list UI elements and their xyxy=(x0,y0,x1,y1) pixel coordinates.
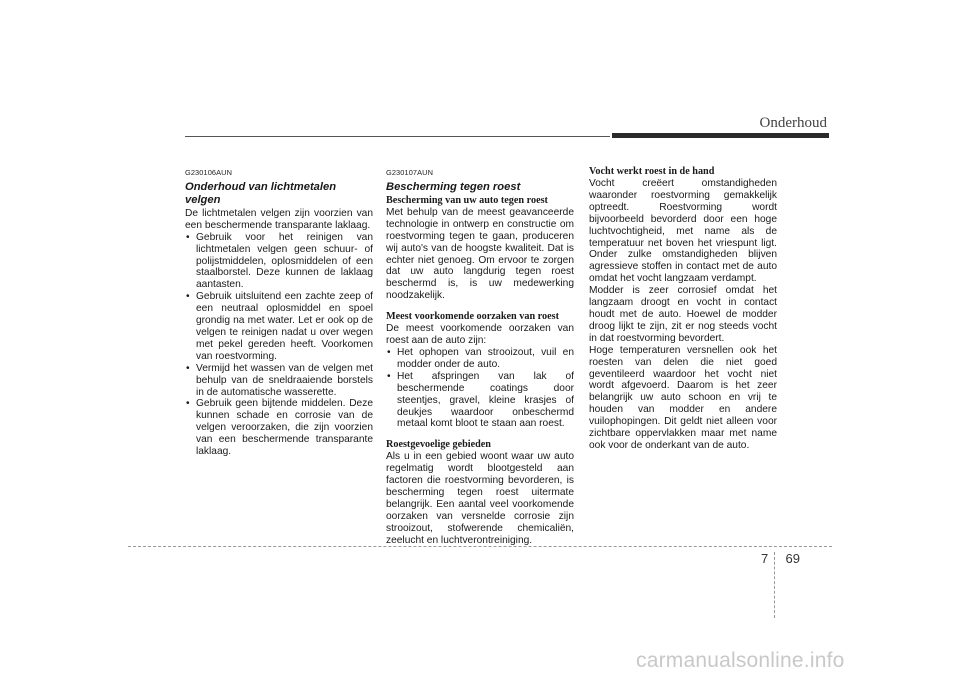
list-item: • Gebruik geen bijtende middelen. Deze kunnen schade en corrosie van de velgen veroorzaken, die zijn voorzien van een beschermende transparante laklaag. xyxy=(185,398,373,458)
page-divider xyxy=(774,552,775,618)
subheading: Vocht werkt roest in de hand xyxy=(589,166,715,177)
subheading: Bescherming van uw auto tegen roest xyxy=(386,194,548,206)
page-number-value: 69 xyxy=(785,551,800,566)
list-item: • Vermijd het wassen van de velgen met behulp van de sneldraaiende borstels in de automatische wasserette. xyxy=(185,363,373,399)
paragraph: Als u in een gebied woont waar uw auto regelmatig wordt blootgesteld aan factoren die roestvorming bevorderen, is bescherming tegen roest uitermate belangrijk. Een aantal veel voorkomende oorzaken van versnelde corrosie zijn strooizout, stofwerende chemicaliën, zeelucht en luchtverontreiniging. xyxy=(386,451,574,546)
footer-rule xyxy=(128,546,832,547)
bullet-list xyxy=(185,232,373,458)
bullet-list xyxy=(386,347,574,430)
chapter-number: 7 xyxy=(761,551,769,566)
column-3 xyxy=(589,166,777,452)
section-title: Onderhoud xyxy=(759,115,827,131)
header-rule xyxy=(185,136,610,137)
list-item: • Gebruik voor het reinigen van lichtmetalen velgen geen schuur- of polijstmiddelen, oplosmiddelen of een staalborstel. Deze kunnen de laklaag aantasten. xyxy=(185,232,373,292)
paragraph: De meest voorkomende oorzaken van roest aan de auto zijn: xyxy=(386,323,574,347)
section-code: G230107AUN xyxy=(386,168,434,177)
paragraph: Hoge temperaturen versnellen ook het roesten van delen die niet goed geventileerd waardoor het vocht niet wordt afgevoerd. Daarom is het zeer belangrijk uw auto schoon en vrij te houden van modder en andere vuilophopingen. Dit geldt niet alleen voor zichtbare oppervlakken maar met name ook voor de onderkant van de auto. xyxy=(589,344,777,451)
page-number xyxy=(761,551,800,566)
paragraph: De lichtmetalen velgen zijn voorzien van een beschermende transparante laklaag. xyxy=(185,207,373,231)
list-item: • Gebruik uitsluitend een zachte zeep of een neutraal oplosmiddel en spoel grondig na met water. Let er ook op de velgen te reinigen nadat u over wegen met pekel gereden heeft. Voorkomen van roestvorming. xyxy=(185,291,373,362)
paragraph: Vocht creëert omstandigheden waaronder roestvorming gemakkelijk optreedt. Roestvorming wordt bijvoorbeeld bevorderd door een hoge luchtvochtigheid, met name als de temperatuur net boven het vriespunt ligt. Onder zulke omstandigheden blijven agressieve stoffen in contact met de auto omdat het vocht langzaam verdampt. xyxy=(589,178,777,285)
column-1 xyxy=(185,166,373,458)
paragraph: Met behulp van de meest geavanceerde technologie in ontwerp en constructie om roestvorming tegen te gaan, produceren wij auto's van de hoogste kwaliteit. Dat is echter niet genoeg. Om ervoor te zorgen dat uw auto langdurig tegen roest beschermd is, is uw medewerking noodzakelijk. xyxy=(386,206,574,302)
list-item: • Het afspringen van lak of beschermende coatings door steentjes, gravel, kleine krasjes of deukjes waardoor onbeschermd metaal komt bloot te staan aan roest. xyxy=(386,371,574,431)
list-item: • Het ophopen van strooizout, vuil en modder onder de auto. xyxy=(386,347,574,371)
header-bar xyxy=(612,133,829,138)
section-heading: Bescherming tegen roest xyxy=(386,180,521,193)
watermark: carmanualsonline.info xyxy=(636,649,845,672)
subheading: Roestgevoelige gebieden xyxy=(386,439,491,451)
subheading: Meest voorkomende oorzaken van roest xyxy=(386,311,559,323)
paragraph: Modder is zeer corrosief omdat het langzaam droogt en vocht in contact houdt met de auto. Hoewel de modder droog lijkt te zijn, zit er nog steeds vocht in dat roestvorming bevordert. xyxy=(589,285,777,344)
column-2 xyxy=(386,166,574,547)
section-heading: Onderhoud van lichtmetalen velgen xyxy=(185,180,337,206)
section-code: G230106AUN xyxy=(185,168,233,177)
